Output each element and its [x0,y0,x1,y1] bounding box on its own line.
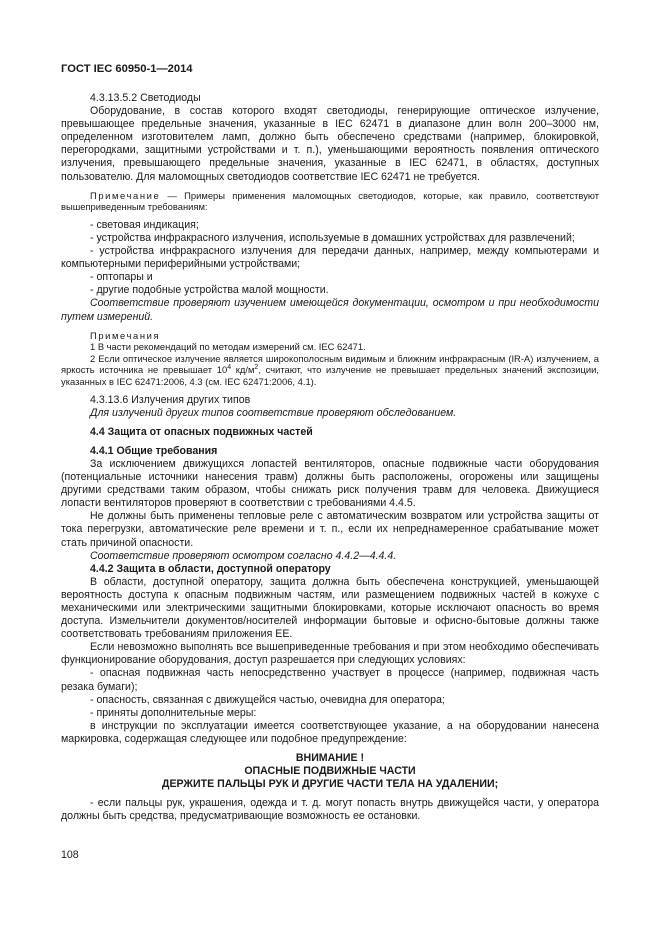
warning-line: ДЕРЖИТЕ ПАЛЬЦЫ РУК И ДРУГИЕ ЧАСТИ ТЕЛА НА УДАЛЕНИИ; [161,778,499,791]
section-heading-4-3-13-6: 4.3.13.6 Излучения других типов [90,393,251,406]
document-header: ГОСТ IEC 60950-1—2014 [61,63,193,75]
compliance-statement: Для излучений других типов соответствие проверяют обследованием. [90,406,457,419]
section-heading-4-4-1: 4.4.1 Общие требования [90,444,218,457]
note-text: — Примеры применения маломощных светодиодов, которые, как правило, соответствуют вышеприведенным требованиям: [61,189,599,213]
compliance-statement: Соответствие проверяют изучением имеющейся документации, осмотром и при необходимости путем измерений. [61,297,599,323]
paragraph: В области, доступной оператору, защита должна быть обеспечена конструкцией, уменьшающей вероятность доступа к опасным подвижным частям, или размещением подвижных частей в кожухе с механическими или электрическими защитными блокировками, которые исключают опасность во время доступа. Измельчители документов/носителей информации бытовые и офисно-бытовые должны также соответствовать требованиям приложения ЕЕ. [61,575,599,641]
section-heading-4-3-13-5-2: 4.3.13.5.2 Светодиоды [90,92,201,104]
list-item: - световая индикация; [90,218,199,231]
section-heading-4-4-2: 4.4.2 Защита в области, доступной оператору [90,562,331,575]
paragraph: За исключением движущихся лопастей вентиляторов, опасные подвижные части оборудования (потенциальные источники нанесения травм) должны быть расположены, огорожены или защищены другими средствами таким образом, чтобы снижать риск получения травм для человека. Движущиеся лопасти вентиляторов проверяют в соответствии с требованиями 4.4.5. [61,457,599,510]
note-2: 2 Если оптическое излучение является широкополосным видимым и ближним инфракрасным (IR-A) излучением, а яркость источника не превышает $10^4$ $кд/м^2$, считают, что излучение не превышает предельных значений экспозиции, указанных в IEC 62471:2006, 4.3 (см. IEC 62471:2006, 4.1). [61,352,599,387]
warning-line: ВНИМАНИЕ ! [295,752,365,764]
paragraph: Если невозможно выполнять все вышеприведенные требования и при этом необходимо обеспечивать функционирование оборудования, доступ разрешается при следующих условиях: [61,641,599,667]
page-number: 108 [61,849,79,861]
list-item: - устройства инфракрасного излучения, используемые в домашних устройствах для развлечений; [90,231,575,244]
paragraph-led-requirements: Оборудование, в состав которого входят светодиоды, генерирующие оптическое излучение, превышающее предельные значения, указанные в IEC 62471 в диапазоне длин волн 200–3000 нм, определенном изготовителем ламп, должно быть обеспечено средствами (например, блокировкой, перегородками, защитными устройствами и т. п.), уменьшающими вероятность появления оптического излучения, превышающего предельные значения, указанные в IEC 62471, в областях, доступных пользователю. Для маломощных светодиодов соответствие IEC 62471 не требуется. [61,105,599,183]
note-led-examples [61,190,599,213]
paragraph: Не должны быть применены тепловые реле с автоматическим возвратом или устройства защиты от тока перегрузки, автоматические реле времени и т. п., если их непреднамеренное срабатывание может стать причиной опасности. [61,510,599,549]
notes-label: Примечания [90,329,161,341]
list-item: - оптопары и [90,271,153,284]
list-item: - приняты дополнительные меры: [90,706,257,719]
paragraph: в инструкции по эксплуатации имеется соответствующее указание, а на оборудовании нанесена маркировка, содержащая следующее или подобное предупреждение: [61,719,599,745]
list-item: - другие подобные устройства малой мощности. [90,284,329,297]
list-item: - опасная подвижная часть непосредственно участвует в процессе (например, подвижная часть резака бумаги); [61,667,599,693]
list-item: - устройства инфракрасного излучения для передачи данных, например, между компьютерами и компьютерными периферийными устройствами; [61,245,599,271]
compliance-statement: Соответствие проверяют осмотром согласно 4.4.2—4.4.4. [90,549,397,562]
page-content [61,92,599,823]
note-label: Примечание [90,189,161,201]
list-item: - опасность, связанная с движущейся частью, очевидна для оператора; [90,693,445,706]
note-1: 1 В части рекомендаций по методам измерений см. IEC 62471. [90,341,366,353]
section-heading-4-4: 4.4 Защита от опасных подвижных частей [90,425,313,438]
paragraph: - если пальцы рук, украшения, одежда и т. д. могут попасть внутрь движущейся части, у оператора должны быть средства, предусматривающие возможность ее остановки. [61,797,599,823]
warning-line: ОПАСНЫЕ ПОДВИЖНЫЕ ЧАСТИ [244,765,416,778]
